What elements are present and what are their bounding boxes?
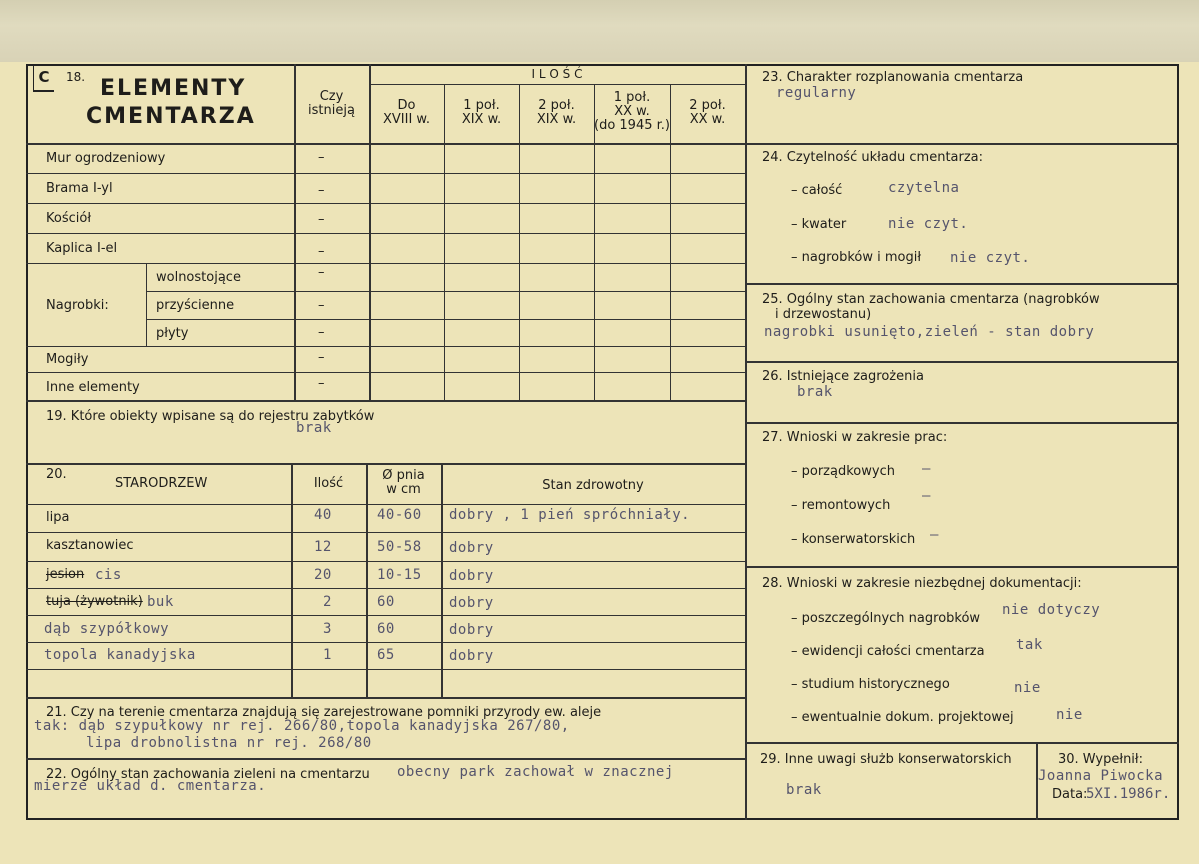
tree-name: lipa [46,510,70,525]
grid-line [26,561,745,562]
grid-line [26,346,745,347]
period-line: 1 poł. [463,98,500,113]
col-diam-line: w cm [386,482,421,497]
row-label-kosciol: Kościół [46,211,92,226]
tree-count: 12 [314,539,332,555]
grid-line [146,263,147,346]
tree-diameter: 60 [377,621,395,637]
row-exists-mur: – [318,150,325,165]
row-exists-plyty: – [318,325,325,340]
tree-health: dobry [449,540,494,556]
s21-answer-line2: lipa drobnolistna nr rej. 268/80 [86,735,372,751]
header-period-2 [444,99,519,127]
header-exists-line2: istnieją [308,103,355,118]
s20-col-diam [366,469,441,497]
grid-line [146,319,745,320]
row-label-przyscienne: przyścienne [156,298,235,313]
s24-item-answer: nie czyt. [950,250,1031,266]
s28-question: 28. Wnioski w zakresie niezbędnej dokumentacji: [762,576,1082,591]
header-exists-line1: Czy [319,89,344,104]
grid-line [26,463,745,465]
s24-item-answer: nie czyt. [888,216,969,232]
grid-line [745,422,1179,424]
s28-item-label: – poszczególnych nagrobków [791,611,981,626]
grid-line [26,532,745,533]
grid-line [519,84,520,400]
s24-question: 24. Czytelność układu cmentarza: [762,150,984,165]
s24-item-label: – kwater [791,217,847,232]
tree-health: dobry [449,595,494,611]
tree-count: 2 [323,594,332,610]
s26-answer: brak [797,384,833,400]
s28-item-label: – ewentualnie dokum. projektowej [791,710,1014,725]
row-exists-przyscienne: – [318,298,325,313]
grid-line [745,143,1179,145]
tree-health: dobry [449,648,494,664]
grid-line [26,143,745,145]
period-line: 1 poł. [613,90,651,105]
grid-line [26,615,745,616]
grid-line [26,203,745,204]
tree-health: dobry [449,568,494,584]
s19-question: 19. Które obiekty wpisane są do rejestru zabytków [46,409,375,424]
s26-question: 26. Istniejące zagrożenia [762,369,924,384]
s24-item-label: – całość [791,183,843,198]
grid-line [26,588,745,589]
period-line: XIX w. [536,112,577,127]
period-line: XVIII w. [382,112,430,127]
col-diam-line: Ø pnia [382,468,425,483]
s27-item-label: – konserwatorskich [791,532,916,547]
period-line: XIX w. [461,112,502,127]
grid-line [444,84,445,400]
grid-line [745,283,1179,285]
tree-diameter: 10-15 [377,567,422,583]
s30-name: Joanna Piwocka [1038,768,1164,784]
s21-question: 21. Czy na terenie cmentarza znajdują się zarejestrowane pomniki przyrody ew. aleje [46,705,602,720]
period-line: 2 poł. [538,98,575,113]
s28-item-label: – ewidencji całości cmentarza [791,644,985,659]
s30-date-label: Data: [1052,787,1088,802]
s28-item-answer: nie [1056,707,1083,723]
grid-line [26,173,745,174]
s19-answer: brak [296,420,332,436]
tree-count: 3 [323,621,332,637]
row-label-inne: Inne elementy [46,380,140,395]
card-top-strip [0,0,1199,64]
grid-line [26,669,745,670]
header-ilosc: I L O Ś Ć [531,67,583,81]
tree-name-typed: dąb szypółkowy [44,621,170,637]
row-label-nagrobki: Nagrobki: [46,298,109,313]
s24-item-answer: czytelna [888,180,960,196]
period-line: 2 poł. [689,98,726,113]
row-exists-wolnostojace: – [318,265,325,280]
s23-question: 23. Charakter rozplanowania cmentarza [762,70,1024,85]
row-label-mogily: Mogiły [46,352,89,367]
section-title-line2: CMENTARZA [86,104,256,129]
tree-count: 20 [314,567,332,583]
grid-line [26,372,745,373]
grid-line [670,84,671,400]
grid-line [369,84,745,85]
tree-diameter: 65 [377,647,395,663]
header-period-3 [519,99,594,127]
period-line: (do 1945 r.) [594,118,670,133]
period-line: XX w. [614,104,650,119]
section-number: 18. [66,70,86,84]
s27-item-answer: – [922,461,931,477]
row-exists-kosciol: – [318,212,325,227]
s20-number: 20. [46,467,67,482]
tree-name-typed: cis [95,567,122,583]
section-letter: C [33,66,54,92]
s27-item-answer: – [922,488,931,504]
s28-item-answer: nie [1014,680,1041,696]
row-exists-mogily: – [318,350,325,365]
grid-line [745,742,1179,744]
s20-col-count: Ilość [313,476,344,491]
grid-line [26,642,745,643]
s25-question-line1: 25. Ogólny stan zachowania cmentarza (nagrobków [762,292,1100,307]
grid-line [26,233,745,234]
tree-health: dobry [449,622,494,638]
tree-diameter: 50-58 [377,539,422,555]
section-title-line1: ELEMENTY [100,76,247,101]
tree-health: dobry , 1 pień spróchniały. [449,507,691,523]
grid-line [26,758,745,760]
s29-answer: brak [786,782,822,798]
tree-count: 1 [323,647,332,663]
s30-date: 5XI.1986r. [1086,786,1171,802]
row-exists-brama: – [318,183,325,198]
grid-line [745,566,1179,568]
grid-line [26,400,745,402]
s24-item-label: – nagrobków i mogił [791,250,922,265]
s27-item-label: – remontowych [791,498,891,513]
s30-question: 30. Wypełnił: [1058,752,1143,767]
row-label-wolnostojace: wolnostojące [156,270,241,285]
period-line: Do [397,98,416,113]
header-period-1 [369,99,444,127]
tree-name-typed: buk [147,594,174,610]
s20-col-name: STARODRZEW [115,476,208,491]
tree-diameter: 60 [377,594,395,610]
grid-line [26,697,745,699]
tree-name-typed: topola kanadyjska [44,647,196,663]
s22-answer-line2: mierze układ d. cmentarza. [34,778,267,794]
tree-diameter: 40-60 [377,507,422,523]
row-label-kaplica: Kaplica I-el [46,241,118,256]
s27-item-answer: – [930,527,939,543]
tree-count: 40 [314,507,332,523]
row-label-plyty: płyty [156,326,189,341]
s25-question-line2: i drzewostanu) [775,307,872,322]
row-exists-kaplica: – [318,244,325,259]
tree-name-struck: tuja (żywotnik) [46,594,143,609]
tree-name: kasztanowiec [46,538,134,553]
grid-line [26,263,745,264]
row-exists-inne: – [318,376,325,391]
s23-answer: regularny [776,85,857,101]
header-period-4 [594,91,670,133]
s20-col-health: Stan zdrowotny [542,478,644,493]
s22-answer-line1: obecny park zachował w znacznej [397,764,674,780]
header-period-5 [670,99,745,127]
column-divider [745,64,747,820]
grid-line [745,361,1179,363]
grid-line [146,291,745,292]
s22-question: 22. Ogólny stan zachowania zieleni na cmentarzu [46,767,370,782]
s25-answer: nagrobki usunięto,zieleń - stan dobry [764,324,1095,340]
header-exists [294,90,369,118]
row-label-brama: Brama I-yl [46,181,113,196]
grid-line [441,463,443,697]
s27-question: 27. Wnioski w zakresie prac: [762,430,948,445]
s28-item-answer: nie dotyczy [1002,602,1101,618]
grid-line [291,463,293,697]
s28-item-answer: tak [1016,637,1043,653]
period-line: XX w. [689,112,726,127]
s27-item-label: – porządkowych [791,464,895,479]
row-label-mur: Mur ogrodzeniowy [46,151,166,166]
s21-answer-line1: tak: dąb szypułkowy nr rej. 266/80,topola kanadyjska 267/80, [34,718,570,734]
tree-name-struck: jesion [46,567,85,582]
grid-line [26,504,745,505]
grid-line [366,463,368,697]
s29-question: 29. Inne uwagi służb konserwatorskich [760,752,1012,767]
s28-item-label: – studium historycznego [791,677,950,692]
